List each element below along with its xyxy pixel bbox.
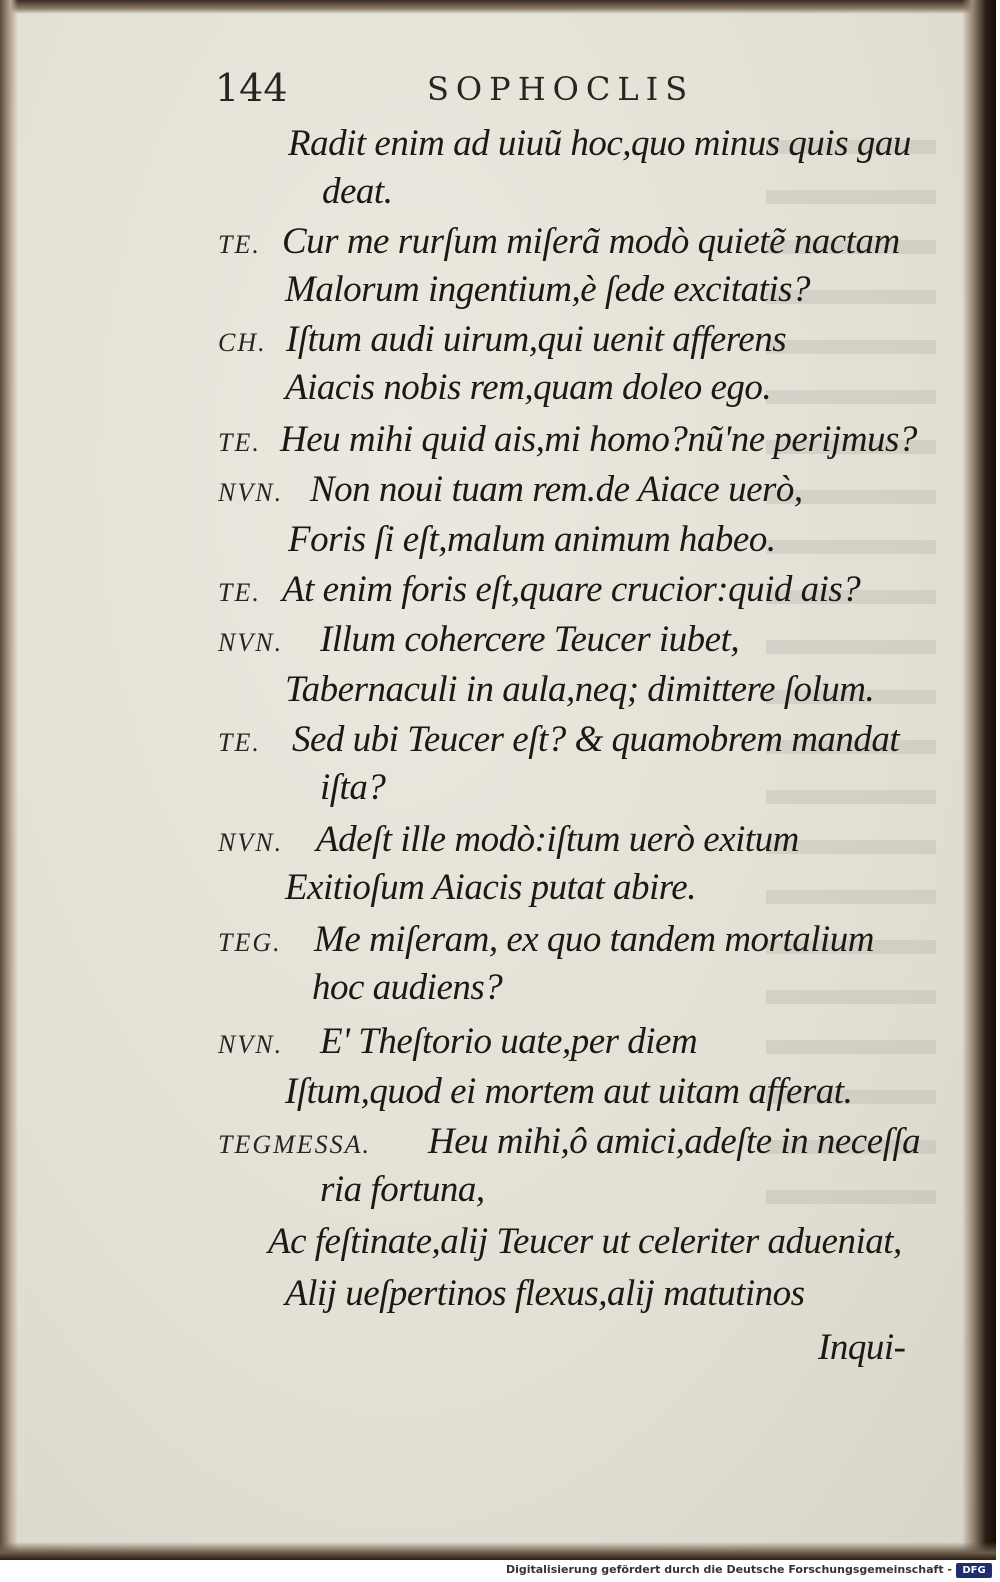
- verse-line: hoc audiens?: [312, 967, 503, 1008]
- speaker-label: CH.: [218, 328, 267, 357]
- verse-line: Iſtum audi uirum,qui uenit afferens: [286, 319, 787, 360]
- verse-line: Foris ſi eſt,malum animum habeo.: [288, 519, 776, 560]
- speaker-label: TE.: [218, 578, 261, 607]
- page-number: 144: [215, 66, 288, 110]
- verse-line: Sed ubi Teucer eſt? & quamobrem mandat: [292, 719, 900, 760]
- verse-line: Heu mihi quid ais,mi homo?nũ'ne perijmus?: [280, 419, 917, 460]
- footer-bar: [0, 1560, 1000, 1582]
- page-edge-bottom: [0, 1542, 996, 1560]
- footer-credit: Digitalisierung gefördert durch die Deutsche Forschungsgemeinschaft -: [505, 1563, 952, 1576]
- verse-line: Illum cohercere Teucer iubet,: [320, 619, 740, 660]
- speaker-label: TE.: [218, 428, 261, 457]
- verse-line: At enim foris eſt,quare crucior:quid ais?: [282, 569, 861, 610]
- speaker-label: TE.: [218, 728, 261, 757]
- verse-line: Malorum ingentium,è ſede excitatis?: [285, 269, 811, 310]
- verse-line: Cur me rurſum miſerã modò quietẽ nactam: [282, 221, 900, 262]
- speaker-label: NVN.: [218, 828, 284, 857]
- verse-line: E' Theſtorio uate,per diem: [320, 1021, 698, 1062]
- speaker-label: TEG.: [218, 928, 282, 957]
- verse-line: Adeſt ille modò:iſtum uerò exitum: [316, 819, 799, 860]
- verse-line: Heu mihi,ô amici,adeſte in neceſſa: [428, 1121, 921, 1162]
- speaker-label: TE.: [218, 230, 261, 259]
- verse-line: Aiacis nobis rem,quam doleo ego.: [285, 367, 772, 408]
- running-title: SOPHOCLIS: [427, 70, 695, 108]
- verse-line: Exitioſum Aiacis putat abire.: [285, 867, 696, 908]
- verse-line: Me miſeram, ex quo tandem mortalium: [314, 919, 875, 960]
- verse-line: ria fortuna,: [320, 1169, 485, 1210]
- verse-line: Radit enim ad uiuũ hoc,quo minus quis gau: [288, 123, 911, 164]
- catchword: Inqui-: [818, 1327, 906, 1368]
- verse-line: deat.: [322, 171, 393, 212]
- dfg-logo: DFG: [956, 1563, 992, 1578]
- verse-line: Iſtum,quod ei mortem aut uitam afferat.: [285, 1071, 853, 1112]
- speaker-label: NVN.: [218, 1030, 284, 1059]
- verse-line: Non noui tuam rem.de Aiace uerò,: [310, 469, 803, 510]
- verse-line: Tabernaculi in aula,neq; dimittere ſolum.: [285, 669, 875, 710]
- speaker-label: NVN.: [218, 478, 284, 507]
- verse-line: iſta?: [320, 767, 386, 808]
- speaker-label: NVN.: [218, 628, 284, 657]
- verse-line: Alij ueſpertinos flexus,alij matutinos: [285, 1273, 805, 1314]
- verse-line: Ac feſtinate,alij Teucer ut celeriter adueniat,: [268, 1221, 902, 1262]
- speaker-label: TEGMESSA.: [218, 1130, 372, 1159]
